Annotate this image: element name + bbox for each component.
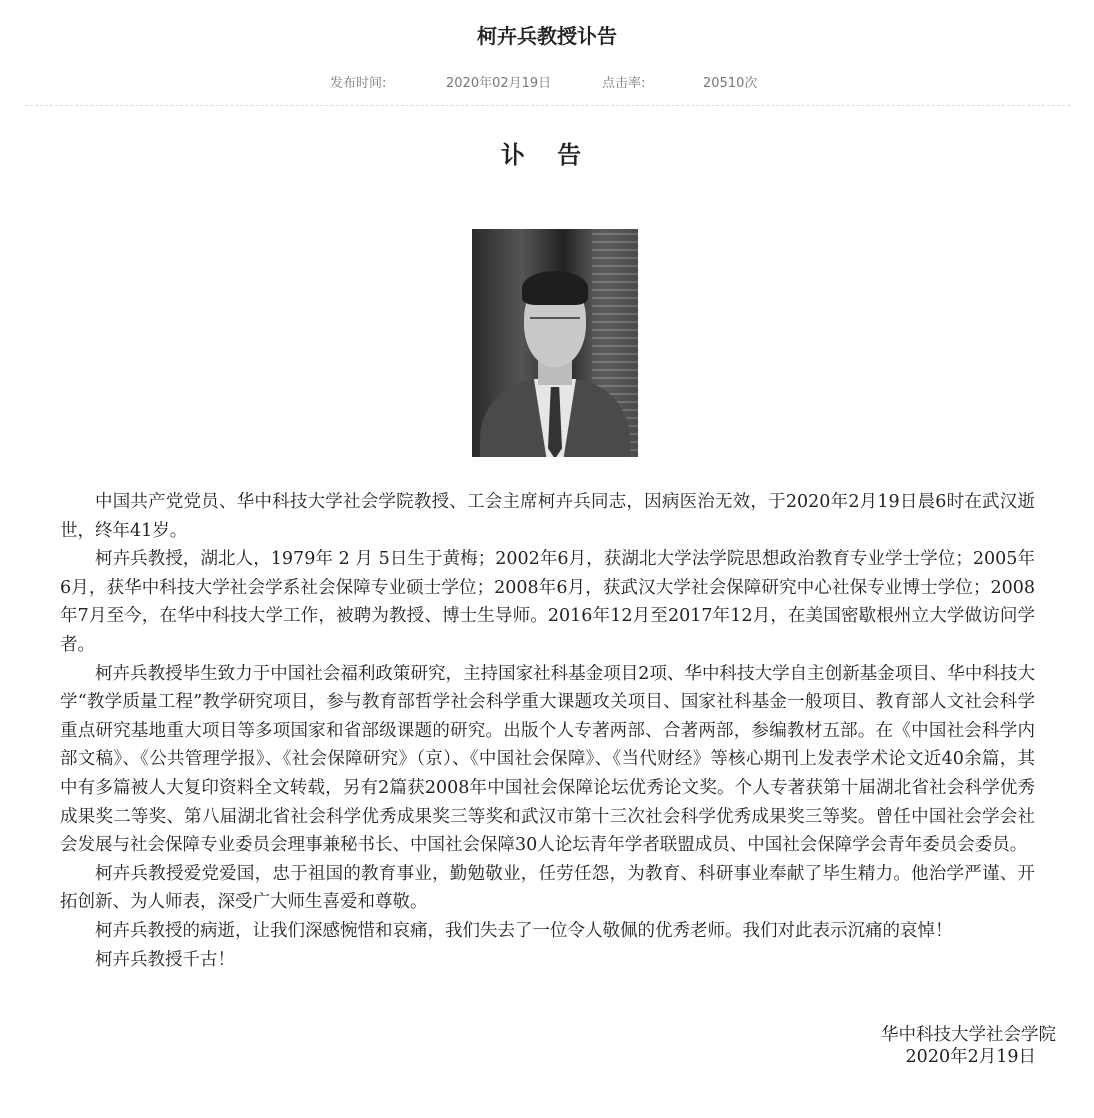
paragraph: 柯卉兵教授的病逝，让我们深感惋惜和哀痛，我们失去了一位令人敬佩的优秀老师。我们对此表示沉痛的哀悼！ — [95, 920, 953, 941]
publish-label: 发布时间: — [330, 76, 387, 91]
publish-date: 2020年02月19日 — [446, 76, 552, 91]
paragraph: 柯卉兵教授，湖北人，1979年 2 月 5日生于黄梅；2002年6月，获湖北大学法学院思想政治教育专业学士学位；2005年6月，获华中科技大学社会学系社会保障专业硕士学位；2008年6月，获武汉大学社会保障研究中心社保专业博士学位；2008年7月至今，在华中科技大学工作，被聘为教授、博士生导师。2016年12月至2017年12月，在美国密歇根州立大学做访问学者。 — [60, 549, 1035, 655]
clicks-label: 点击率: — [602, 76, 646, 91]
signature — [881, 1024, 1056, 1068]
paragraph: 柯卉兵教授爱党爱国，忠于祖国的教育事业，勤勉敬业，任劳任怨，为教育、科研事业奉献了毕生精力。他治学严谨、开拓创新、为人师表，深受广大师生喜爱和尊敬。 — [60, 863, 1035, 913]
signature-org: 华中科技大学社会学院 — [881, 1025, 1056, 1045]
portrait-photo — [472, 229, 638, 457]
article-body — [60, 488, 1035, 974]
article-heading: 讣 告 — [500, 140, 594, 169]
header-divider — [25, 105, 1070, 106]
clicks-count: 20510次 — [703, 76, 758, 91]
paragraph: 柯卉兵教授毕生致力于中国社会福利政策研究，主持国家社科基金项目2项、华中科技大学自主创新基金项目、华中科技大学“教学质量工程”教学研究项目，参与教育部哲学社会科学重大课题攻关项目、国家社科基金一般项目、教育部人文社会科学重点研究基地重大项目等多项国家和省部级课题的研究。出版个人专著两部、合著两部，参编教材五部。在《中国社会科学内部文稿》、《公共管理学报》、《社会保障研究》（京）、《中国社会保障》、《当代财经》等核心期刊上发表学术论文近40余篇，其中有多篇被人大复印资料全文转载，另有2篇获2008年中国社会保障论坛优秀论文奖。个人专著获第十届湖北省社会科学优秀成果奖二等奖、第八届湖北省社会科学优秀成果奖三等奖和武汉市第十三次社会科学优秀成果奖三等奖。曾任中国社会学会社会发展与社会保障专业委员会理事兼秘书长、中国社会保障30人论坛青年学者联盟成员、中国社会保障学会青年委员会委员。 — [60, 663, 1035, 856]
paragraph: 中国共产党党员、华中科技大学社会学院教授、工会主席柯卉兵同志，因病医治无效，于2020年2月19日晨6时在武汉逝世，终年41岁。 — [60, 492, 1035, 541]
paragraph: 柯卉兵教授千古！ — [95, 949, 235, 970]
page-title: 柯卉兵教授讣告 — [477, 24, 617, 48]
signature-date: 2020年2月19日 — [905, 1047, 1036, 1067]
